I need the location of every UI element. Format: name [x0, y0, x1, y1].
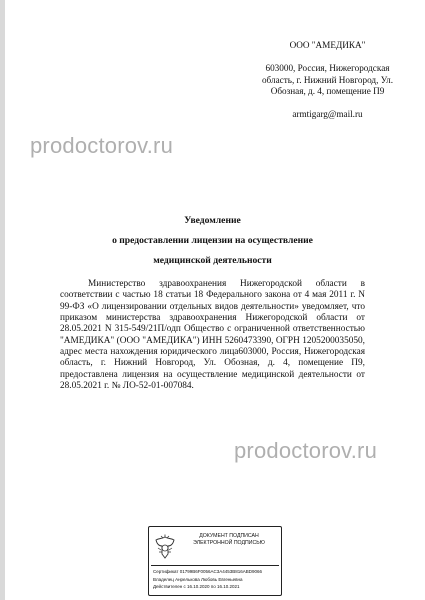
- notice-body: [60, 279, 365, 392]
- notice-body-text: Министерство здравоохранения Нижегородской области в соответствии с частью 18 статьи 18 Федерального закона от 4 мая 2011 г. N 99-ФЗ «О лицензировании отдельных видов деятельности» уведомляет, что приказом министерства здравоохранения Нижегородской области от 28.05.2021 N 315-549/21П/одп Общество с ограниченной ответственностью "АМЕДИКА" (ООО "АМЕДИКА") ИНН 5260473390, ОГРН 1205200035050, адрес места нахождения юридического лица603000, Россия, Нижегородская область, г. Нижний Новгород, Ул. Обозная, д. 4, помещение П9, предоставлена лицензия на осуществление медицинской деятельности от 28.05.2021 г. № ЛО-52-01-007084.: [60, 279, 365, 392]
- stamp-divider: [151, 565, 279, 566]
- addressee-company: ООО "АМЕДИКА": [289, 40, 366, 50]
- addressee-address-line: Обозная, д. 4, помещение П9: [270, 85, 385, 96]
- stamp-heading-line: ЭЛЕКТРОННОЙ ПОДПИСЬЮ: [193, 540, 265, 546]
- stamp-details: [153, 568, 262, 591]
- document-subtitle: медицинской деятельности: [153, 255, 272, 266]
- stamp-heading-line: ДОКУМЕНТ ПОДПИСАН: [199, 533, 259, 539]
- stamp-validity: Действителен с 16.10.2020 по 16.10.2021: [153, 584, 240, 589]
- electronic-signature-stamp: [148, 526, 282, 596]
- addressee-block: [245, 40, 410, 120]
- document-title: Уведомление: [184, 215, 241, 226]
- stamp-heading: [179, 533, 279, 547]
- stamp-owner: Владелец Анрелькова Любовь Евгеньевна: [153, 576, 243, 582]
- document-subtitle: о предоставлении лицензии на осуществление: [112, 235, 313, 246]
- stamp-certificate: Сертификат 01799B6F0056AC3A4453B816ABD9066: [153, 569, 263, 574]
- addressee-address-line: область, г. Нижний Новгород, Ул.: [261, 74, 394, 85]
- page-edge: [0, 0, 5, 600]
- addressee-address-line: 603000, Россия, Нижегородская: [265, 63, 390, 74]
- watermark: prodoctorov.ru: [234, 438, 378, 463]
- addressee-email: armtigarg@mail.ru: [292, 109, 363, 120]
- watermark: prodoctorov.ru: [30, 133, 174, 158]
- coat-of-arms-icon: [154, 534, 176, 560]
